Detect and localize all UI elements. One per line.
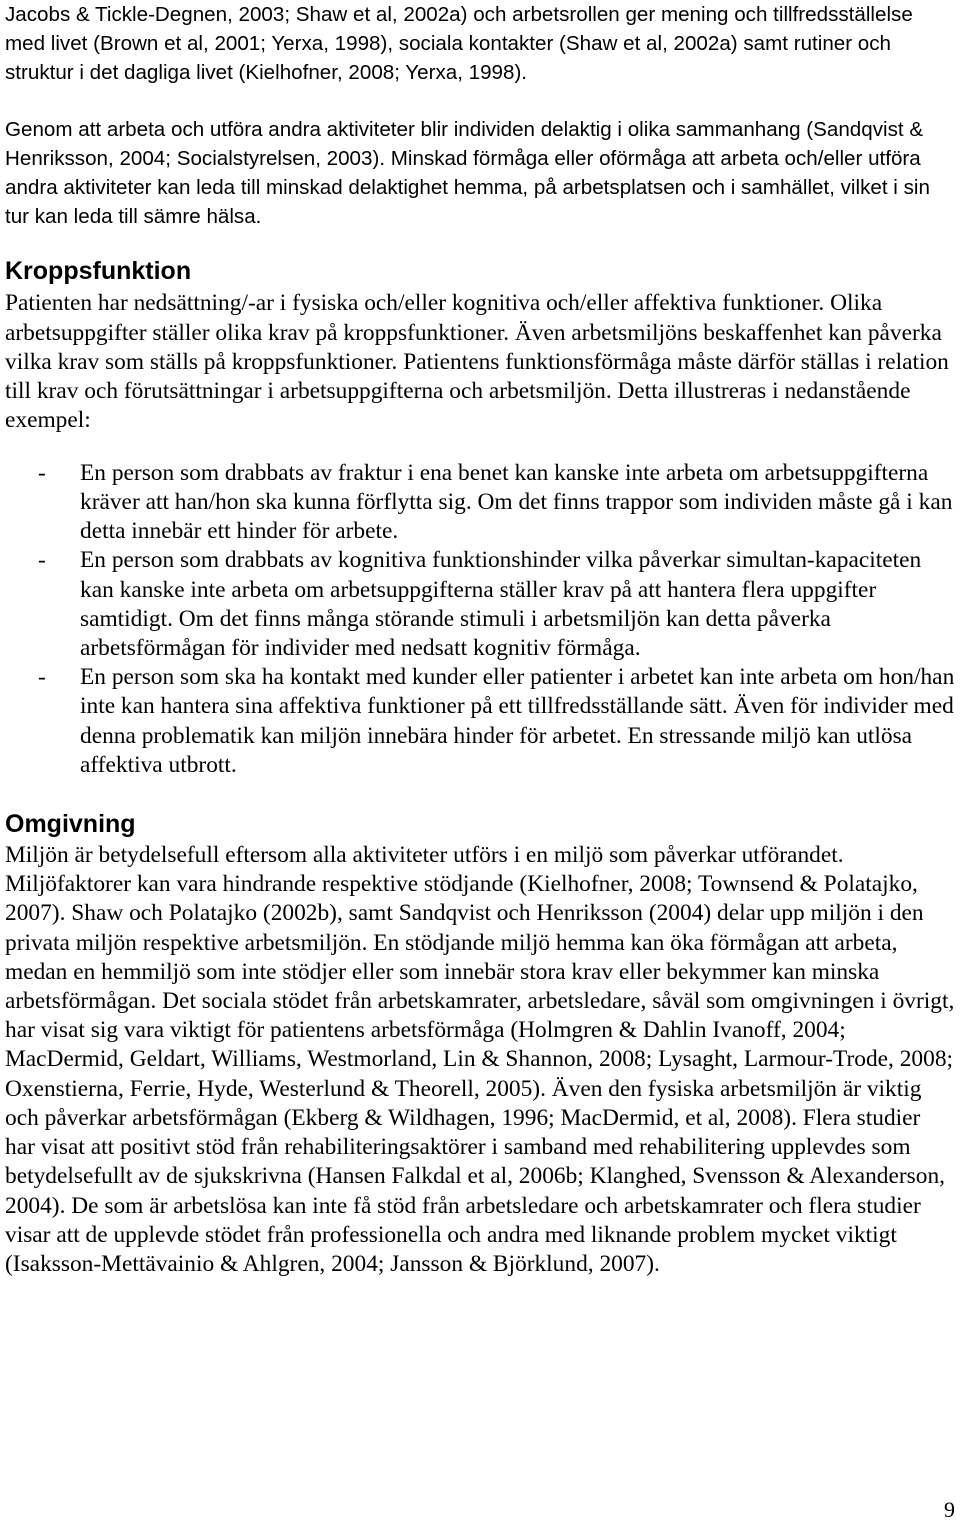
section-body-omgivning: Miljön är betydelsefull eftersom alla aktiviteter utförs i en miljö som påverkar utförandet. Miljöfaktorer kan vara hindrande respektive stödjande (Kielhofner, 2008; Townsend & Polatajko, 2007). Shaw och Polatajko (2002b), samt Sandqvist och Henriksson (2004) delar upp miljön i den privata miljön respektive arbetsmiljön. En stödjande miljö hemma kan öka förmågan att arbeta, medan en hemmiljö som inte stödjer eller som innebär stora krav eller bekymmer kan minska arbetsförmågan. Det sociala stödet från arbetskamrater, arbetsledare, såväl som omgivningen i övrigt, har visat sig vara viktigt för patientens arbetsförmåga (Holmgren & Dahlin Ivanoff, 2004; MacDermid, Geldart, Williams, Westmorland, Lin & Shannon, 2008; Lysaght, Larmour-Trode, 2008; Oxenstierna, Ferrie, Hyde, Westerlund & Theorell, 2005). Även den fysiska arbetsmiljön är viktig och påverkar arbetsförmågan (Ekberg & Wildhagen, 1996; MacDermid, et al, 2008). Flera studier har visat att positivt stöd från rehabiliteringsaktörer i samband med rehabilitering upplevdes som betydelsefullt av de sjukskrivna (Hansen Falkdal et al, 2006b; Klanghed, Svensson & Alexanderson, 2004). De som är arbetslösa kan inte få stöd från arbetsledare och arbetskamrater och flera studier visar att de upplevde stödet från professionella och andra med liknande problem mycket viktigt (Isaksson-Mettävainio & Ahlgren, 2004; Jansson & Björklund, 2007). (5, 842, 955, 1277)
list-item (5, 546, 955, 663)
paragraph-participation: Genom att arbeta och utföra andra aktiviteter blir individen delaktig i olika sammanhang (Sandqvist & Henriksson, 2004; Socialstyrelsen, 2003). Minskad förmåga eller oförmåga att arbeta och/eller utföra andra aktiviteter kan leda till minskad delaktighet hemma, på arbetsplatsen och i samhället, vilket i sin tur kan leda till sämre hälsa. (5, 117, 930, 229)
list-dash: - (38, 547, 46, 574)
section-body-kroppsfunktion: Patienten har nedsättning/-ar i fysiska och/eller kognitiva och/eller affektiva funktioner. Olika arbetsuppgifter ställer olika krav på kroppsfunktioner. Även arbetsmiljöns beskaffenhet kan påverka vilka krav som ställs på kroppsfunktioner. Patientens funktionsförmåga måste därför ställas i relation till krav och förutsättningar i arbetsuppgifterna och arbetsmiljön. Detta illustreras i nedanstående exempel: (5, 290, 949, 434)
list-dash: - (38, 459, 46, 486)
list-item (5, 663, 955, 780)
paragraph-gap (5, 88, 955, 115)
section-heading-kroppsfunktion: Kroppsfunktion (5, 257, 192, 286)
example-list (5, 459, 955, 780)
paragraph-intro: Jacobs & Tickle-Degnen, 2003; Shaw et al, 2002a) och arbetsrollen ger mening och tillfredsställelse med livet (Brown et al, 2001; Yerxa, 1998), sociala kontakter (Shaw et al, 2002a) samt rutiner och struktur i det dagliga livet (Kielhofner, 2008; Yerxa, 1998). (5, 3, 913, 85)
paragraph-gap (5, 780, 955, 809)
list-item-text: En person som ska ha kontakt med kunder eller patienter i arbetet kan inte arbeta om hon/han inte kan hantera sina affektiva funktioner på ett tillfredsställande sätt. Även för individer med denna problematik kan miljön innebära hinder för arbetet. En stressande miljö kan utlösa affektiva utbrott. (80, 664, 955, 778)
list-item-text: En person som drabbats av kognitiva funktionshinder vilka påverkar simultan-kapaciteten kan kanske inte arbeta om arbetsuppgifterna ställer krav på att hantera flera uppgifter samtidigt. Om det finns många störande stimuli i arbetsmiljön kan detta påverka arbetsförmågan för individer med nedsatt kognitiv förmåga. (80, 547, 922, 662)
document-page (5, 0, 955, 1303)
section-heading-omgivning: Omgivning (5, 810, 136, 839)
list-dash: - (38, 664, 46, 691)
page-number: 9 (944, 1497, 955, 1522)
list-item-text: En person som drabbats av fraktur i ena benet kan kanske inte arbeta om arbetsuppgifterna kräver att han/hon ska kunna förflytta sig. Om det finns trappor som individen måste gå i kan detta innebär ett hinder för arbete. (80, 459, 953, 545)
paragraph-gap (5, 231, 955, 256)
list-item (5, 459, 955, 547)
